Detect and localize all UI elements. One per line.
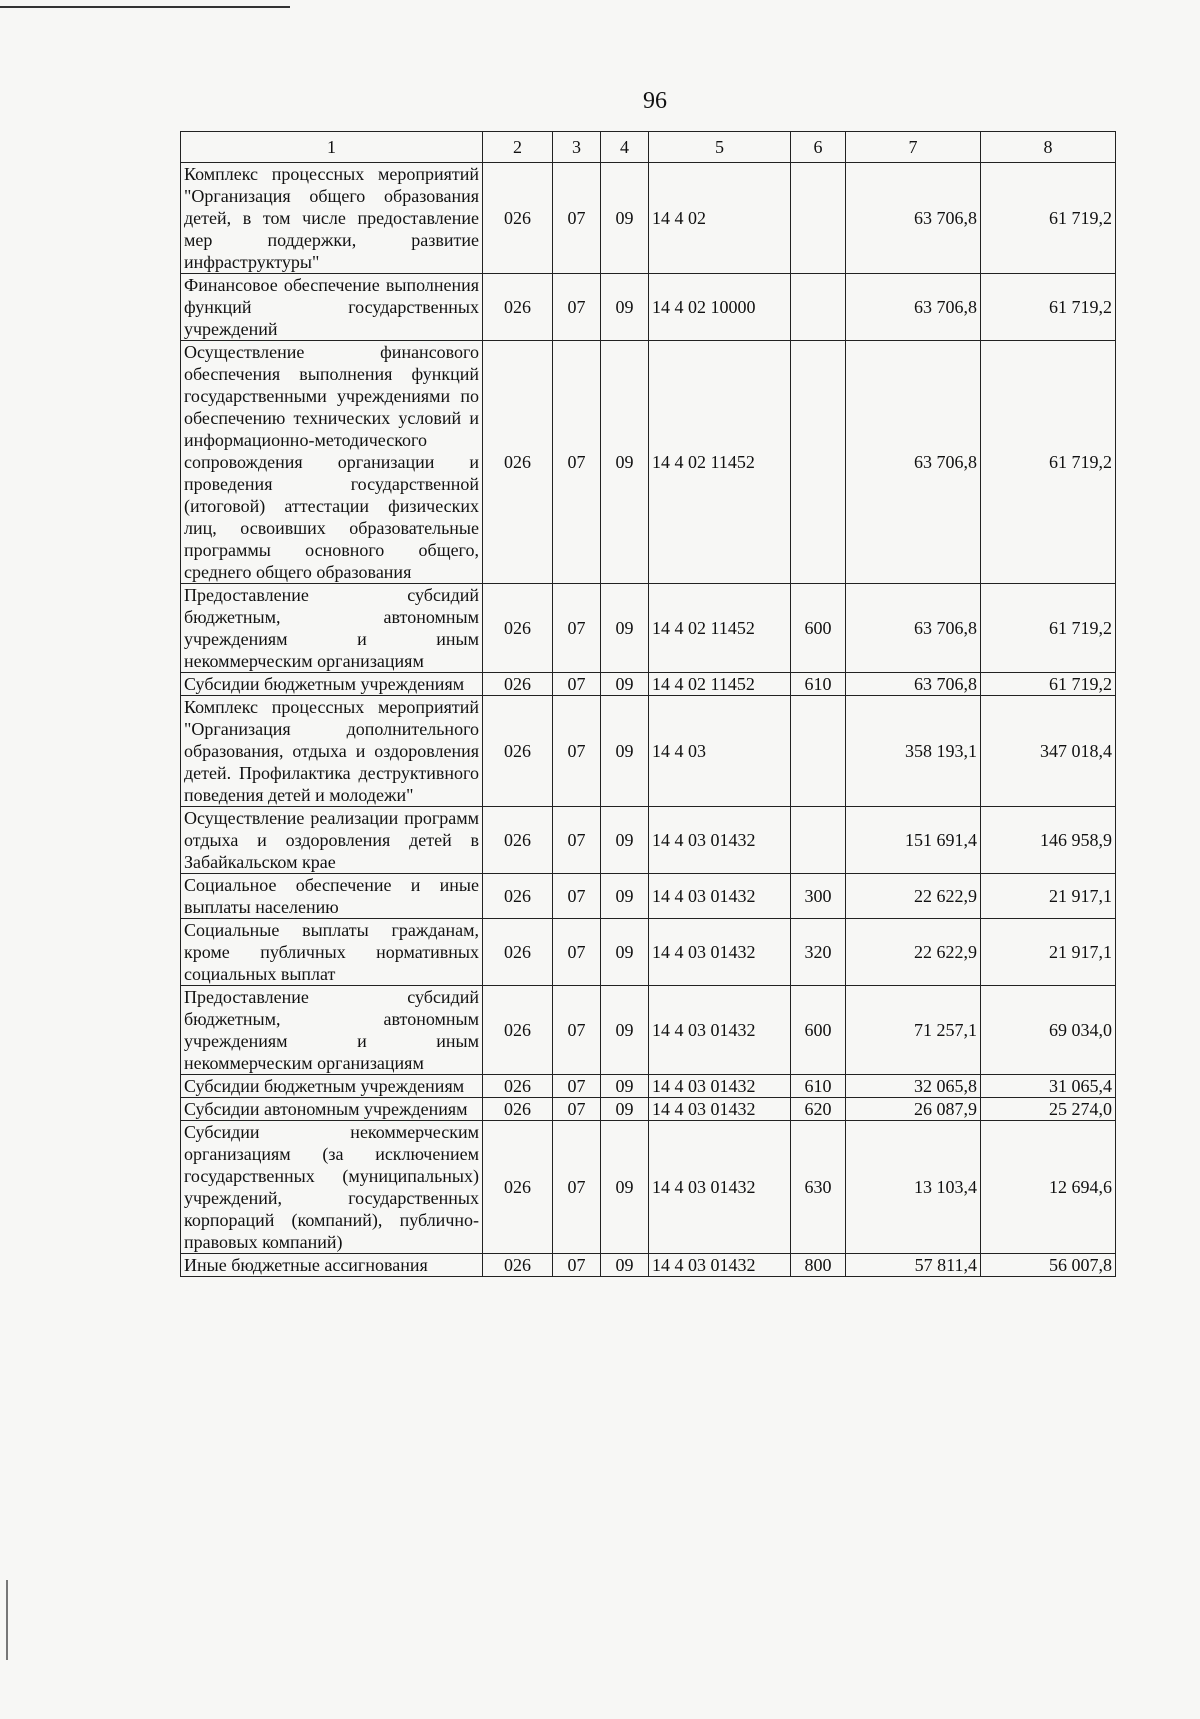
section-code-cell: 07 bbox=[553, 919, 601, 986]
amount-col8-cell: 146 958,9 bbox=[981, 807, 1116, 874]
table-row bbox=[181, 163, 1116, 274]
target-article-code-cell: 14 4 03 01432 bbox=[649, 1121, 791, 1254]
amount-col7-cell: 63 706,8 bbox=[846, 673, 981, 696]
target-article-code-cell: 14 4 02 11452 bbox=[649, 584, 791, 673]
target-article-code-cell: 14 4 03 01432 bbox=[649, 1075, 791, 1098]
table-row bbox=[181, 584, 1116, 673]
amount-col7-cell: 13 103,4 bbox=[846, 1121, 981, 1254]
section-code-cell: 07 bbox=[553, 807, 601, 874]
column-header: 4 bbox=[601, 132, 649, 163]
table-row bbox=[181, 807, 1116, 874]
target-article-code-cell: 14 4 03 01432 bbox=[649, 1098, 791, 1121]
row-name-cell: Социальные выплаты гражданам, кроме публичных нормативных социальных выплат bbox=[181, 919, 483, 986]
amount-col8-cell: 21 917,1 bbox=[981, 874, 1116, 919]
subsection-code-cell: 09 bbox=[601, 673, 649, 696]
amount-col7-cell: 63 706,8 bbox=[846, 341, 981, 584]
target-article-code-cell: 14 4 02 11452 bbox=[649, 673, 791, 696]
section-code-cell: 07 bbox=[553, 1254, 601, 1277]
subsection-code-cell: 09 bbox=[601, 807, 649, 874]
expense-type-code-cell: 620 bbox=[791, 1098, 846, 1121]
amount-col7-cell: 151 691,4 bbox=[846, 807, 981, 874]
column-header: 2 bbox=[483, 132, 553, 163]
section-code-cell: 07 bbox=[553, 696, 601, 807]
section-code-cell: 07 bbox=[553, 1075, 601, 1098]
chapter-code-cell: 026 bbox=[483, 696, 553, 807]
row-name-cell: Субсидии автономным учреждениям bbox=[181, 1098, 483, 1121]
target-article-code-cell: 14 4 03 01432 bbox=[649, 874, 791, 919]
amount-col8-cell: 61 719,2 bbox=[981, 584, 1116, 673]
target-article-code-cell: 14 4 03 01432 bbox=[649, 919, 791, 986]
target-article-code-cell: 14 4 02 11452 bbox=[649, 341, 791, 584]
chapter-code-cell: 026 bbox=[483, 341, 553, 584]
expense-type-code-cell bbox=[791, 341, 846, 584]
section-code-cell: 07 bbox=[553, 986, 601, 1075]
subsection-code-cell: 09 bbox=[601, 163, 649, 274]
amount-col7-cell: 22 622,9 bbox=[846, 874, 981, 919]
row-name-cell: Социальное обеспечение и иные выплаты населению bbox=[181, 874, 483, 919]
section-code-cell: 07 bbox=[553, 584, 601, 673]
target-article-code-cell: 14 4 03 bbox=[649, 696, 791, 807]
row-name-cell: Комплекс процессных мероприятий "Организация дополнительного образования, отдыха и оздоровления детей. Профилактика деструктивного поведения детей и молодежи" bbox=[181, 696, 483, 807]
expense-type-code-cell bbox=[791, 274, 846, 341]
subsection-code-cell: 09 bbox=[601, 584, 649, 673]
subsection-code-cell: 09 bbox=[601, 1121, 649, 1254]
table-row bbox=[181, 986, 1116, 1075]
section-code-cell: 07 bbox=[553, 274, 601, 341]
column-header: 8 bbox=[981, 132, 1116, 163]
header-row bbox=[181, 132, 1116, 163]
amount-col8-cell: 12 694,6 bbox=[981, 1121, 1116, 1254]
amount-col7-cell: 22 622,9 bbox=[846, 919, 981, 986]
subsection-code-cell: 09 bbox=[601, 696, 649, 807]
amount-col7-cell: 63 706,8 bbox=[846, 274, 981, 341]
table-row bbox=[181, 274, 1116, 341]
amount-col8-cell: 61 719,2 bbox=[981, 274, 1116, 341]
target-article-code-cell: 14 4 03 01432 bbox=[649, 1254, 791, 1277]
row-name-cell: Предоставление субсидий бюджетным, автономным учреждениям и иным некоммерческим организациям bbox=[181, 584, 483, 673]
subsection-code-cell: 09 bbox=[601, 341, 649, 584]
chapter-code-cell: 026 bbox=[483, 986, 553, 1075]
amount-col7-cell: 26 087,9 bbox=[846, 1098, 981, 1121]
table-row bbox=[181, 1075, 1116, 1098]
section-code-cell: 07 bbox=[553, 1098, 601, 1121]
amount-col7-cell: 358 193,1 bbox=[846, 696, 981, 807]
scan-artifact-left-line bbox=[6, 1580, 8, 1660]
section-code-cell: 07 bbox=[553, 163, 601, 274]
amount-col7-cell: 63 706,8 bbox=[846, 163, 981, 274]
row-name-cell: Осуществление финансового обеспечения выполнения функций государственными учреждениями по обеспечению технических условий и информационно-методического сопровождения организации и проведения государственной (итоговой) аттестации физических лиц, освоивших образовательные программы основного общего, среднего общего образования bbox=[181, 341, 483, 584]
amount-col8-cell: 69 034,0 bbox=[981, 986, 1116, 1075]
expense-type-code-cell: 630 bbox=[791, 1121, 846, 1254]
expense-type-code-cell bbox=[791, 163, 846, 274]
expense-type-code-cell: 800 bbox=[791, 1254, 846, 1277]
amount-col8-cell: 56 007,8 bbox=[981, 1254, 1116, 1277]
subsection-code-cell: 09 bbox=[601, 919, 649, 986]
row-name-cell: Предоставление субсидий бюджетным, автономным учреждениям и иным некоммерческим организациям bbox=[181, 986, 483, 1075]
table-row bbox=[181, 874, 1116, 919]
expense-type-code-cell: 320 bbox=[791, 919, 846, 986]
section-code-cell: 07 bbox=[553, 673, 601, 696]
expense-type-code-cell: 300 bbox=[791, 874, 846, 919]
chapter-code-cell: 026 bbox=[483, 1098, 553, 1121]
scan-artifact-top-line bbox=[0, 6, 290, 8]
column-header: 3 bbox=[553, 132, 601, 163]
table-row bbox=[181, 1098, 1116, 1121]
expense-type-code-cell: 600 bbox=[791, 986, 846, 1075]
table-row bbox=[181, 341, 1116, 584]
target-article-code-cell: 14 4 03 01432 bbox=[649, 807, 791, 874]
target-article-code-cell: 14 4 02 bbox=[649, 163, 791, 274]
amount-col8-cell: 61 719,2 bbox=[981, 341, 1116, 584]
expense-type-code-cell bbox=[791, 696, 846, 807]
chapter-code-cell: 026 bbox=[483, 584, 553, 673]
target-article-code-cell: 14 4 02 10000 bbox=[649, 274, 791, 341]
row-name-cell: Комплекс процессных мероприятий "Организация общего образования детей, в том числе предоставление мер поддержки, развитие инфраструктуры" bbox=[181, 163, 483, 274]
column-header: 6 bbox=[791, 132, 846, 163]
subsection-code-cell: 09 bbox=[601, 986, 649, 1075]
subsection-code-cell: 09 bbox=[601, 874, 649, 919]
chapter-code-cell: 026 bbox=[483, 1075, 553, 1098]
table-row bbox=[181, 919, 1116, 986]
expense-type-code-cell bbox=[791, 807, 846, 874]
amount-col8-cell: 31 065,4 bbox=[981, 1075, 1116, 1098]
chapter-code-cell: 026 bbox=[483, 1254, 553, 1277]
expense-type-code-cell: 600 bbox=[791, 584, 846, 673]
table-body bbox=[181, 163, 1116, 1277]
table-row bbox=[181, 673, 1116, 696]
chapter-code-cell: 026 bbox=[483, 673, 553, 696]
section-code-cell: 07 bbox=[553, 1121, 601, 1254]
chapter-code-cell: 026 bbox=[483, 274, 553, 341]
chapter-code-cell: 026 bbox=[483, 874, 553, 919]
amount-col7-cell: 71 257,1 bbox=[846, 986, 981, 1075]
amount-col8-cell: 25 274,0 bbox=[981, 1098, 1116, 1121]
amount-col8-cell: 61 719,2 bbox=[981, 673, 1116, 696]
table-header bbox=[181, 132, 1116, 163]
column-header: 7 bbox=[846, 132, 981, 163]
budget-table bbox=[180, 131, 1116, 1277]
expense-type-code-cell: 610 bbox=[791, 673, 846, 696]
row-name-cell: Осуществление реализации программ отдыха и оздоровления детей в Забайкальском крае bbox=[181, 807, 483, 874]
table-row bbox=[181, 1121, 1116, 1254]
row-name-cell: Субсидии некоммерческим организациям (за исключением государственных (муниципальных) учреждений, государственных корпораций (компаний), публично-правовых компаний) bbox=[181, 1121, 483, 1254]
amount-col8-cell: 61 719,2 bbox=[981, 163, 1116, 274]
subsection-code-cell: 09 bbox=[601, 274, 649, 341]
column-header: 5 bbox=[649, 132, 791, 163]
row-name-cell: Субсидии бюджетным учреждениям bbox=[181, 673, 483, 696]
chapter-code-cell: 026 bbox=[483, 1121, 553, 1254]
section-code-cell: 07 bbox=[553, 341, 601, 584]
expense-type-code-cell: 610 bbox=[791, 1075, 846, 1098]
section-code-cell: 07 bbox=[553, 874, 601, 919]
chapter-code-cell: 026 bbox=[483, 163, 553, 274]
row-name-cell: Финансовое обеспечение выполнения функций государственных учреждений bbox=[181, 274, 483, 341]
amount-col8-cell: 347 018,4 bbox=[981, 696, 1116, 807]
target-article-code-cell: 14 4 03 01432 bbox=[649, 986, 791, 1075]
page-number: 96 bbox=[643, 88, 667, 114]
row-name-cell: Субсидии бюджетным учреждениям bbox=[181, 1075, 483, 1098]
amount-col8-cell: 21 917,1 bbox=[981, 919, 1116, 986]
chapter-code-cell: 026 bbox=[483, 919, 553, 986]
amount-col7-cell: 32 065,8 bbox=[846, 1075, 981, 1098]
column-header: 1 bbox=[181, 132, 483, 163]
subsection-code-cell: 09 bbox=[601, 1254, 649, 1277]
table-row bbox=[181, 1254, 1116, 1277]
subsection-code-cell: 09 bbox=[601, 1075, 649, 1098]
table-row bbox=[181, 696, 1116, 807]
subsection-code-cell: 09 bbox=[601, 1098, 649, 1121]
row-name-cell: Иные бюджетные ассигнования bbox=[181, 1254, 483, 1277]
amount-col7-cell: 63 706,8 bbox=[846, 584, 981, 673]
amount-col7-cell: 57 811,4 bbox=[846, 1254, 981, 1277]
chapter-code-cell: 026 bbox=[483, 807, 553, 874]
